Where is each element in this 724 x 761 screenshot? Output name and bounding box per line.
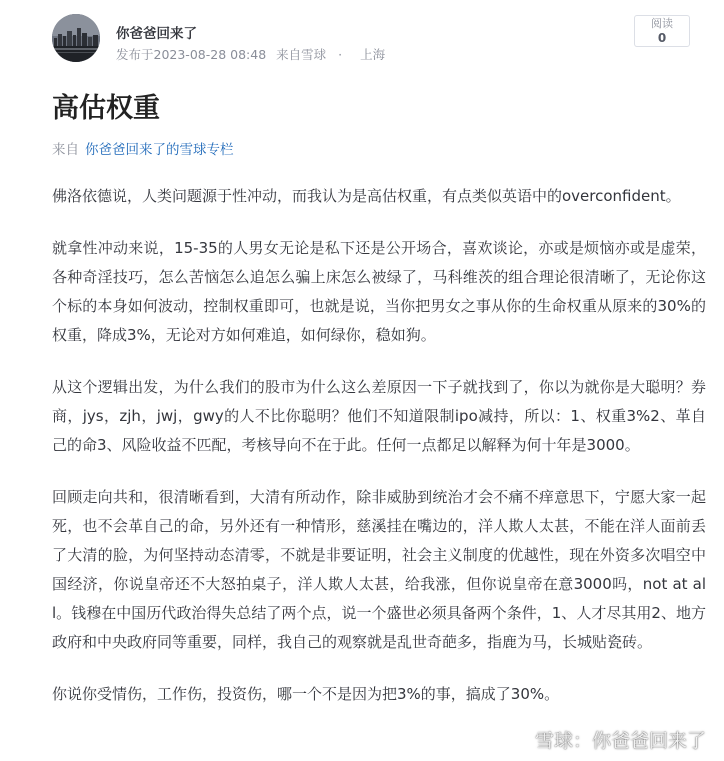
read-counter (634, 15, 690, 47)
post-source: 来自雪球 (276, 47, 327, 62)
article-source (52, 138, 234, 158)
article-title: 高估权重 (52, 93, 160, 124)
post-meta (116, 45, 385, 63)
author-avatar[interactable] (52, 14, 100, 62)
article-paragraph: 就拿性冲动来说，15-35的人男女无论是私下还是公开场合，喜欢谈论，亦或是烦恼亦或是虚荣，各种奇淫技巧，怎么苦恼怎么追怎么骗上床怎么被绿了，马科维茨的组合理论很清晰了，无论你这个标的本身如何波动，控制权重即可，也就是说，当你把男女之事从你的生命权重从原来的30%的权重，降成3%，无论对方如何难追，如何绿你，稳如狗。 (52, 239, 706, 344)
meta-separator: · (338, 47, 343, 62)
article-paragraph: 你说你受情伤，工作伤，投资伤，哪一个不是因为把3%的事，搞成了30%。 (52, 685, 560, 703)
article-paragraph: 从这个逻辑出发，为什么我们的股市为什么这么差原因一下子就找到了，你以为就你是大聪明？券商，jys，zjh，jwj，gwy的人不比你聪明？他们不知道限制ipo减持，所以：1、权重3%2、革自己的命3、风险收益不匹配，考核导向不在于此。任何一点都足以解释为何十年是3000。 (52, 378, 706, 454)
watermark-text: 雪球：你爸爸回来了 (534, 730, 706, 752)
read-counter-label: 阅读 (651, 17, 673, 30)
snowball-logo-icon (513, 731, 531, 749)
article-body (52, 182, 706, 732)
article-paragraph: 回顾走向共和，很清晰看到，大清有所动作，除非威胁到统治才会不痛不痒意思下，宁愿大家一起死，也不会革自己的命，另外还有一种情形，慈溪挂在嘴边的，洋人欺人太甚，不能在洋人面前丢了大清的脸，为何坚持动态清零，不就是非要证明，社会主义制度的优越性，现在外资多次唱空中国经济，你说皇帝还不大怒拍桌子，洋人欺人太甚，给我涨，但你说皇帝在意3000吗，not at all。钱穆在中国历代政治得失总结了两个点，说一个盛世必须具备两个条件，1、人才尽其用2、地方政府和中央政府同等重要，同样，我自己的观察就是乱世奇葩多，指鹿为马，长城贴瓷砖。 (52, 488, 706, 651)
post-location: 上海 (360, 47, 386, 62)
author-name[interactable]: 你爸爸回来了 (116, 26, 197, 42)
source-column-link[interactable]: 你爸爸回来了的雪球专栏 (85, 142, 234, 158)
source-prefix: 来自 (52, 142, 79, 158)
watermark (513, 726, 706, 753)
article-paragraph: 佛洛依德说，人类问题源于性冲动，而我认为是高估权重，有点类似英语中的overconfident。 (52, 187, 681, 205)
read-counter-value: 0 (657, 31, 667, 46)
publish-time: 发布于2023-08-28 08:48 (116, 47, 267, 62)
avatar-city-skyline-icon (52, 14, 100, 62)
